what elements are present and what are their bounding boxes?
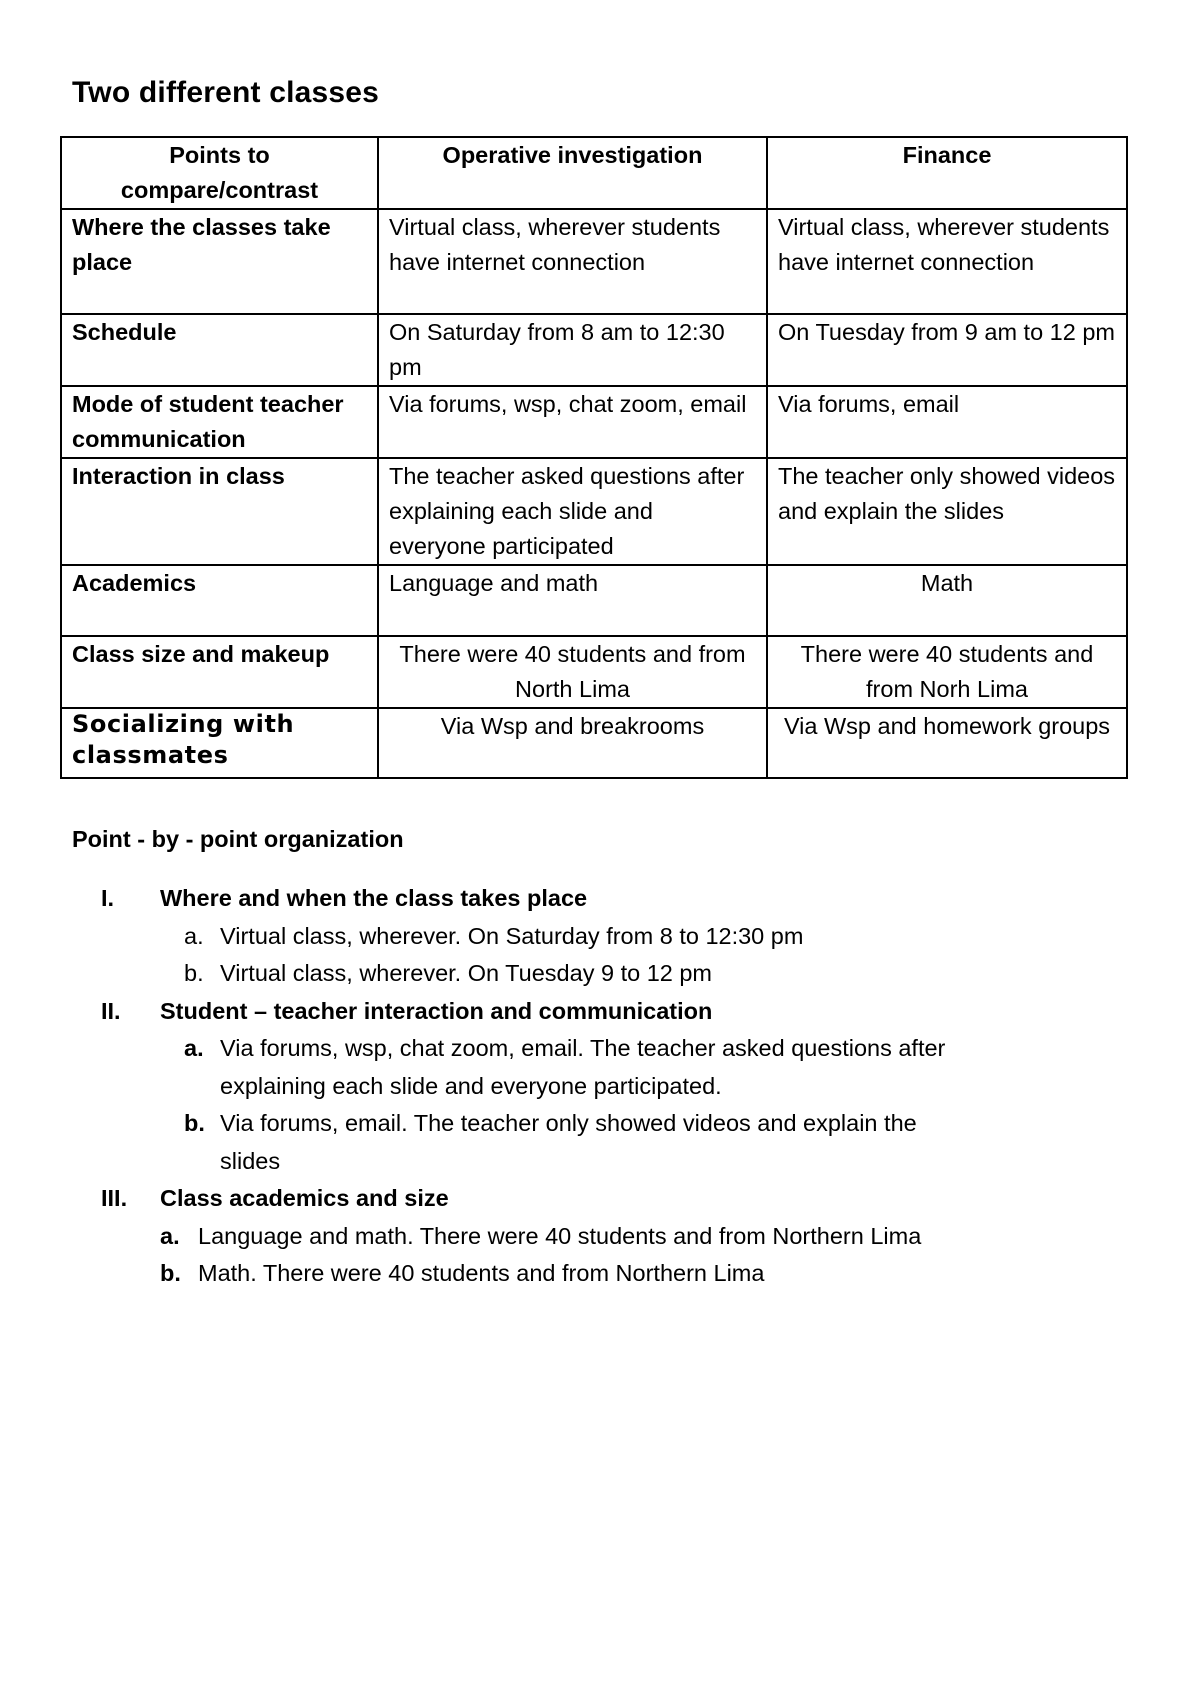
comparison-table [60, 136, 1128, 779]
row-point: Mode of student teacher communication [61, 386, 378, 458]
outline-heading: Point - by - point organization [72, 826, 404, 852]
section-numeral: III. [101, 1185, 128, 1211]
item-text: Math. There were 40 students and from Northern Lima [198, 1260, 765, 1286]
row-operative: Virtual class, wherever students have internet connection [378, 209, 767, 314]
row-finance: The teacher only showed videos and explain the slides [767, 458, 1127, 565]
item-letter: a. [160, 1222, 180, 1249]
header-finance: Finance [767, 137, 1127, 209]
table-row [61, 386, 1127, 458]
row-finance: Via forums, email [767, 386, 1127, 458]
section-numeral: II. [101, 997, 121, 1024]
list-item-continuation [0, 1068, 1200, 1106]
row-operative: Via Wsp and breakrooms [378, 708, 767, 778]
row-finance: On Tuesday from 9 am to 12 pm [767, 314, 1127, 386]
section-title: Student – teacher interaction and communication [160, 997, 713, 1024]
item-text: Language and math. There were 40 students and from Northern Lima [198, 1222, 922, 1249]
item-letter: b. [184, 1110, 205, 1136]
row-operative: The teacher asked questions after explaining each slide and everyone participated [378, 458, 767, 565]
item-text: Via forums, wsp, chat zoom, email. The teacher asked questions after [220, 1035, 946, 1061]
item-text: Via forums, email. The teacher only showed videos and explain the [220, 1110, 917, 1136]
item-letter: b. [184, 960, 204, 986]
list-item [0, 1030, 1200, 1068]
section-numeral: I. [101, 885, 115, 911]
row-point: Socializing with classmates [61, 708, 378, 778]
row-finance: Math [767, 565, 1127, 636]
header-operative: Operative investigation [378, 137, 767, 209]
row-operative: On Saturday from 8 am to 12:30 pm [378, 314, 767, 386]
row-point: Interaction in class [61, 458, 378, 565]
row-finance: Virtual class, wherever students have internet connection [767, 209, 1127, 314]
header-points: Points to compare/contrast [61, 137, 378, 209]
section-title: Class academics and size [160, 1185, 449, 1211]
row-point: Schedule [61, 314, 378, 386]
table-row [61, 314, 1127, 386]
document-title: Two different classes [72, 76, 380, 109]
table-header-row [61, 137, 1127, 209]
row-point: Class size and makeup [61, 636, 378, 708]
table-row [61, 565, 1127, 636]
item-text: Virtual class, wherever. On Tuesday 9 to 12 pm [220, 960, 713, 986]
item-letter: b. [160, 1260, 181, 1286]
list-item [0, 918, 1200, 956]
table-row [61, 636, 1127, 708]
row-operative: There were 40 students and from North Lima [378, 636, 767, 708]
row-finance: Via Wsp and homework groups [767, 708, 1127, 778]
item-letter: a. [184, 1035, 204, 1061]
outline-section [0, 993, 1200, 1031]
item-text: explaining each slide and everyone participated. [220, 1072, 722, 1099]
table-row [61, 458, 1127, 565]
item-letter: a. [184, 922, 204, 949]
row-operative: Language and math [378, 565, 767, 636]
row-point: Where the classes take place [61, 209, 378, 314]
outline-list [0, 880, 1200, 1293]
table-row [61, 708, 1127, 778]
section-title: Where and when the class takes place [160, 885, 588, 911]
row-finance: There were 40 students and from Norh Lima [767, 636, 1127, 708]
row-point: Academics [61, 565, 378, 636]
list-item [0, 1218, 1200, 1256]
list-item [0, 1255, 1200, 1293]
list-item [0, 955, 1200, 993]
item-text: Virtual class, wherever. On Saturday from 8 to 12:30 pm [220, 922, 804, 949]
item-text: slides [220, 1147, 281, 1174]
row-operative: Via forums, wsp, chat zoom, email [378, 386, 767, 458]
outline-section [0, 1180, 1200, 1218]
outline-section [0, 880, 1200, 918]
list-item-continuation [0, 1143, 1200, 1181]
table-row [61, 209, 1127, 314]
list-item [0, 1105, 1200, 1143]
